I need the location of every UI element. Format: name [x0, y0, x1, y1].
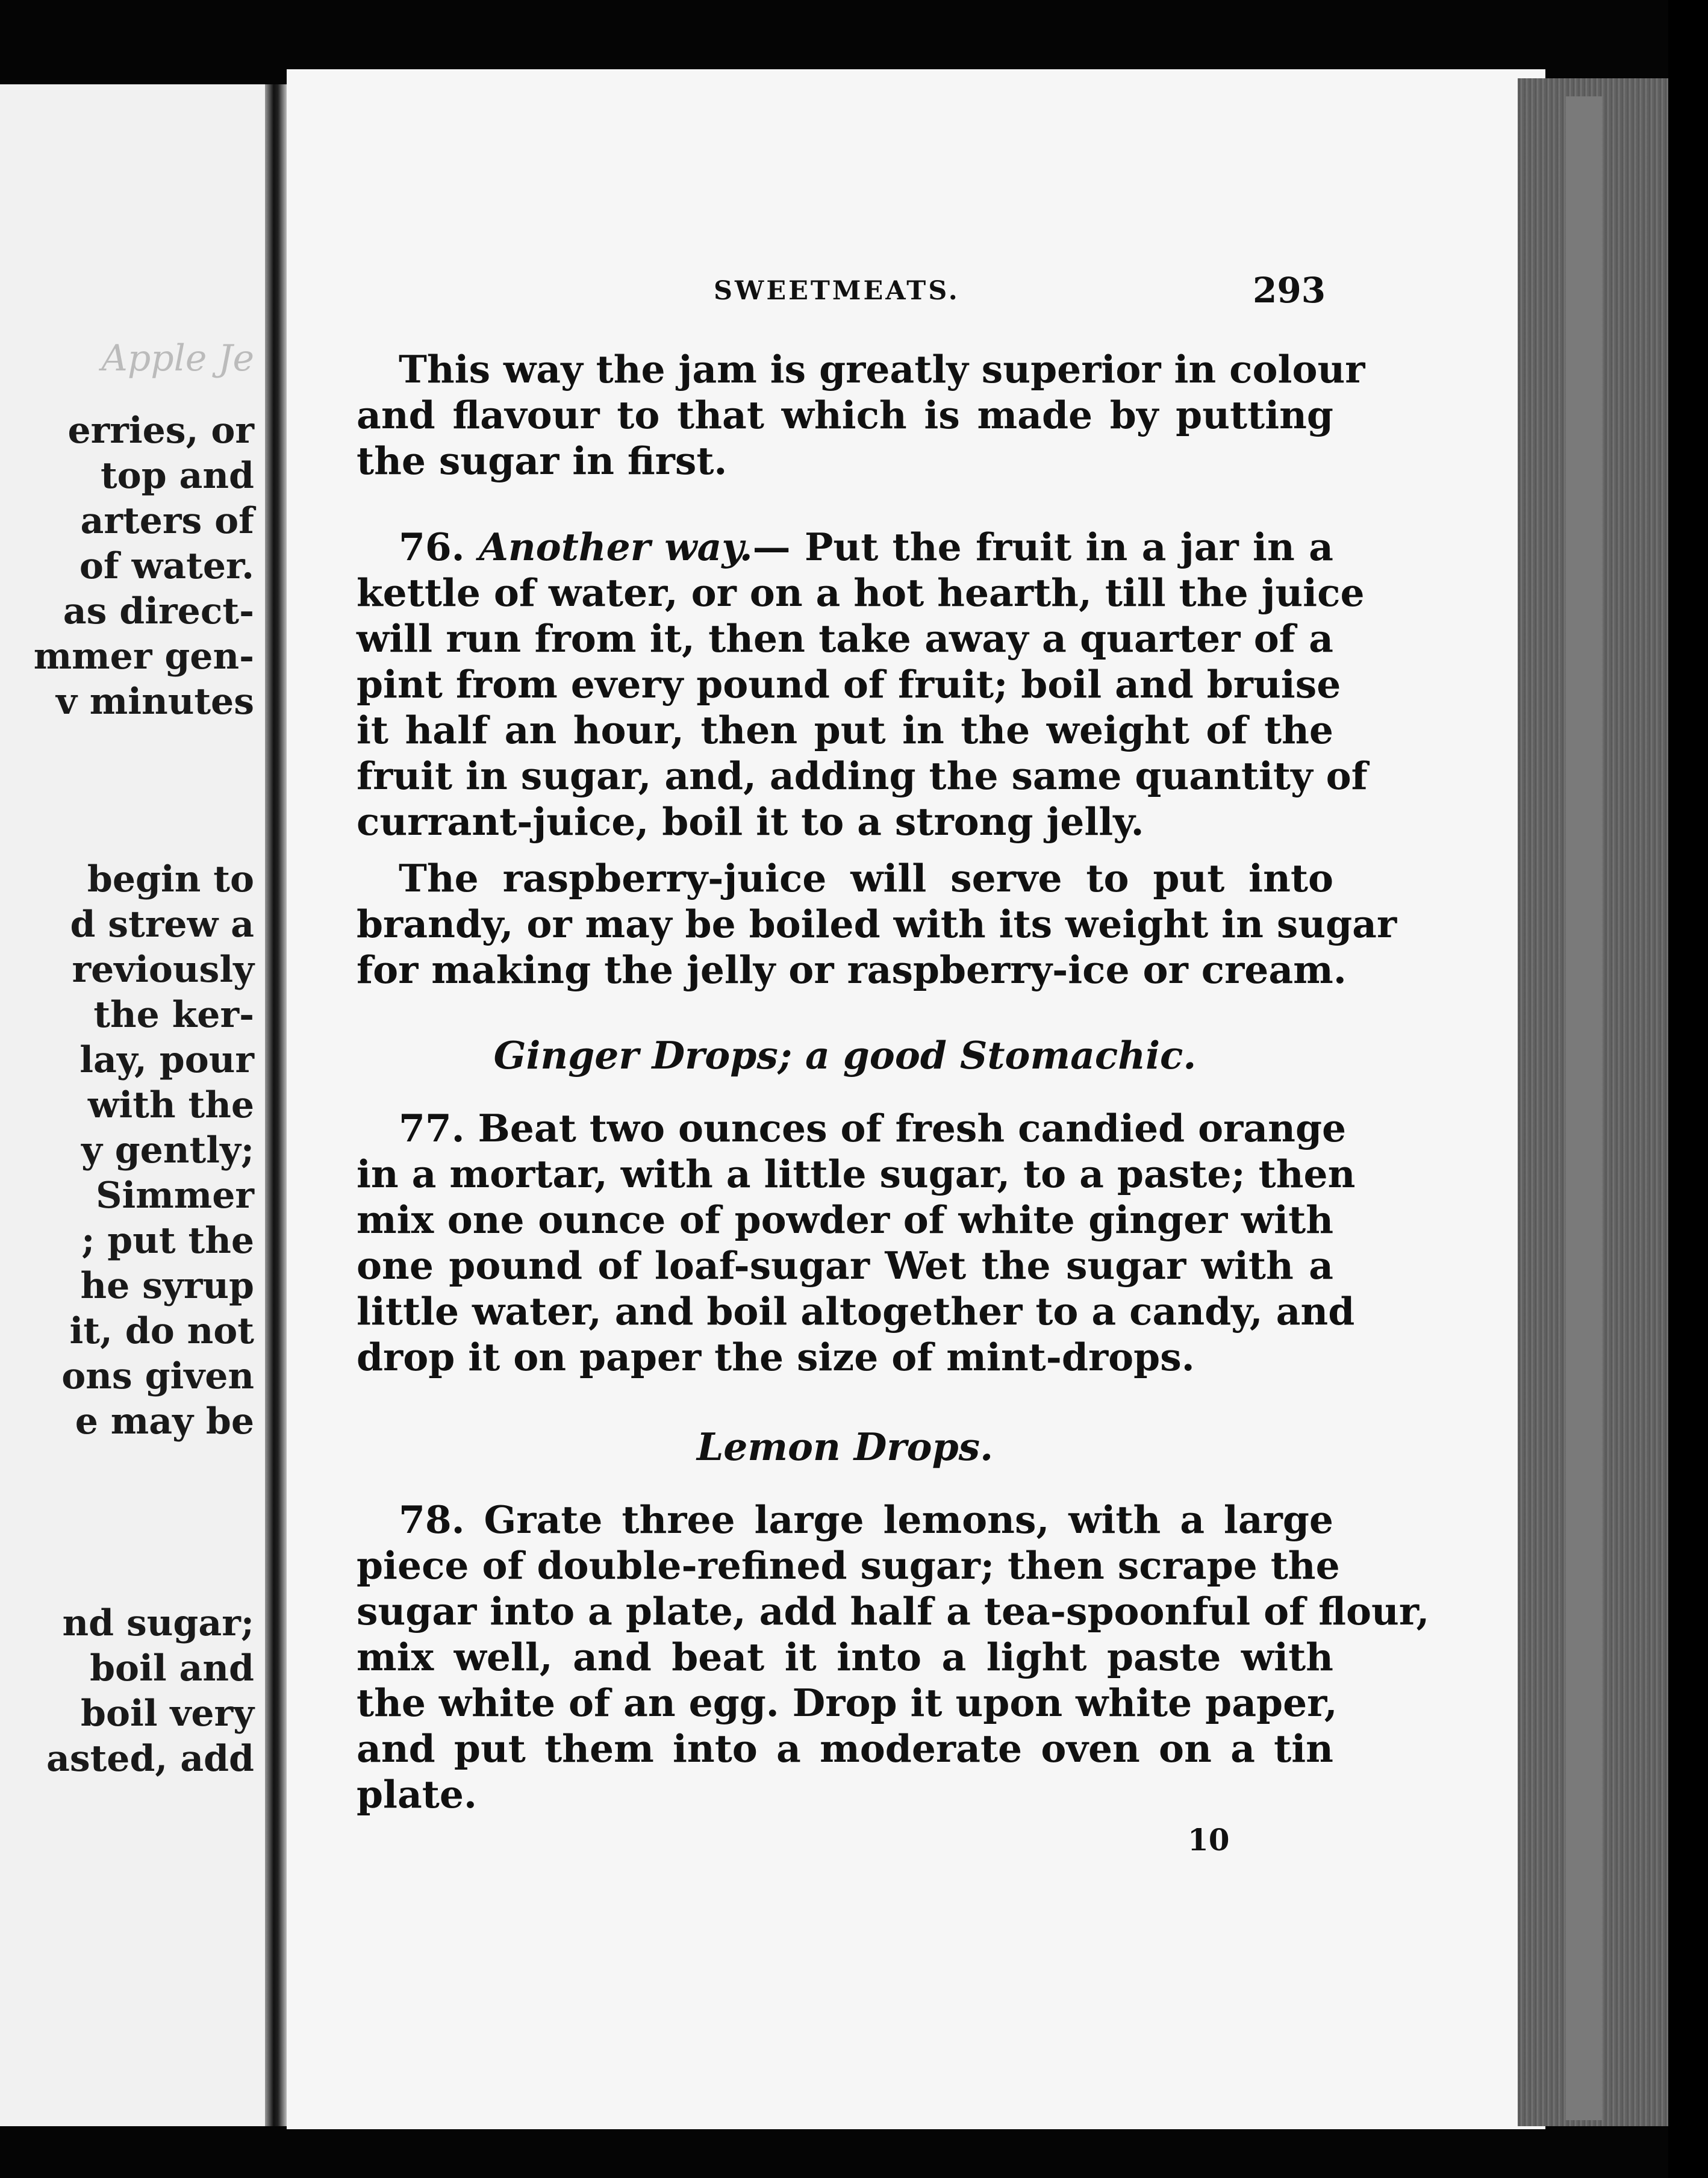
paragraph-78 [357, 1497, 1430, 1817]
left-line: top and [100, 455, 254, 497]
paragraph-76 [357, 524, 1368, 844]
running-head: SWEETMEATS. [714, 276, 960, 306]
left-line: boil and [90, 1647, 254, 1690]
text-line: mix well, and beat it into a light paste with [357, 1635, 1333, 1679]
signature-mark: 10 [1188, 1822, 1230, 1858]
text-line-rest: — Put the fruit in a jar in a [752, 525, 1333, 569]
text-line: and flavour to that which is made by putting [357, 393, 1333, 437]
section-heading-ginger-drops: Ginger Drops; a good Stomachic. [493, 1033, 1197, 1078]
text-line: The raspberry-juice will serve to put into [399, 856, 1333, 900]
left-line: of water. [79, 545, 254, 587]
text-line: fruit in sugar, and, adding the same quantity of [357, 754, 1368, 798]
left-line: ; put the [81, 1220, 254, 1262]
left-line: mmer gen- [33, 635, 254, 678]
left-line: ons given [61, 1355, 254, 1397]
left-line: it, do not [69, 1310, 254, 1352]
paragraph-intro [357, 346, 1365, 484]
left-line: Apple Je [101, 337, 254, 379]
text-line: kettle of water, or on a hot hearth, till the juice [357, 570, 1365, 615]
text-line: currant-juice, boil it to a strong jelly. [357, 799, 1144, 844]
text-line: 78. Grate three large lemons, with a large [399, 1497, 1333, 1542]
left-line: Simmer [96, 1175, 254, 1217]
section-heading-lemon-drops: Lemon Drops. [696, 1424, 994, 1469]
recipe-number: 76. [399, 525, 465, 569]
left-line: d strew a [70, 903, 254, 946]
text-line: will run from it, then take away a quarter of a [357, 616, 1333, 661]
left-line: nd sugar; [62, 1602, 254, 1644]
text-line: it half an hour, then put in the weight of the [357, 708, 1333, 752]
text-line: for making the jelly or raspberry-ice or cream. [357, 947, 1347, 992]
text-line: the white of an egg. Drop it upon white paper, [357, 1680, 1338, 1725]
text-line: the sugar in first. [357, 438, 728, 483]
text-line: drop it on paper the size of mint-drops. [357, 1335, 1195, 1379]
left-line: begin to [87, 858, 254, 900]
text-line: piece of double-refined sugar; then scrape the [357, 1543, 1340, 1588]
scan-background [1668, 0, 1708, 2178]
paragraph-77 [357, 1105, 1356, 1380]
page-number: 293 [1253, 270, 1326, 311]
left-line: asted, add [46, 1738, 254, 1780]
page-edge-shadow [1566, 96, 1602, 2120]
text-line: sugar into a plate, add half a tea-spoonful of flour, [357, 1589, 1430, 1633]
recipe-title: Another way. [479, 525, 753, 569]
text-line: and put them into a moderate oven on a tin [357, 1726, 1333, 1771]
left-line: he syrup [80, 1265, 254, 1307]
left-line: with the [87, 1084, 254, 1126]
text-line: 77. Beat two ounces of fresh candied orange [399, 1106, 1347, 1150]
text-line: little water, and boil altogether to a candy, and [357, 1289, 1355, 1334]
left-line: e may be [75, 1400, 254, 1443]
text-line: one pound of loaf-sugar Wet the sugar with a [357, 1243, 1333, 1288]
text-line: brandy, or may be boiled with its weight in sugar [357, 902, 1397, 946]
left-line: the ker- [93, 994, 254, 1036]
left-line: lay, pour [79, 1039, 254, 1081]
text-line: This way the jam is greatly superior in colour [399, 347, 1365, 392]
left-line: y gently; [81, 1129, 254, 1172]
book-gutter [265, 84, 287, 2126]
paragraph-raspberry-juice [357, 855, 1397, 993]
text-line [357, 524, 1333, 570]
text-line: mix one ounce of powder of white ginger with [357, 1197, 1333, 1242]
left-line: reviously [72, 949, 254, 991]
left-line: v minutes [56, 681, 254, 723]
text-line: plate. [357, 1772, 477, 1817]
text-line: pint from every pound of fruit; boil and bruise [357, 662, 1341, 707]
left-line: arters of [80, 500, 254, 542]
text-line: in a mortar, with a little sugar, to a paste; then [357, 1152, 1356, 1196]
left-line: as direct- [63, 590, 254, 632]
left-page [0, 84, 265, 2126]
left-line: erries, or [67, 410, 254, 452]
left-line: boil very [81, 1693, 254, 1735]
